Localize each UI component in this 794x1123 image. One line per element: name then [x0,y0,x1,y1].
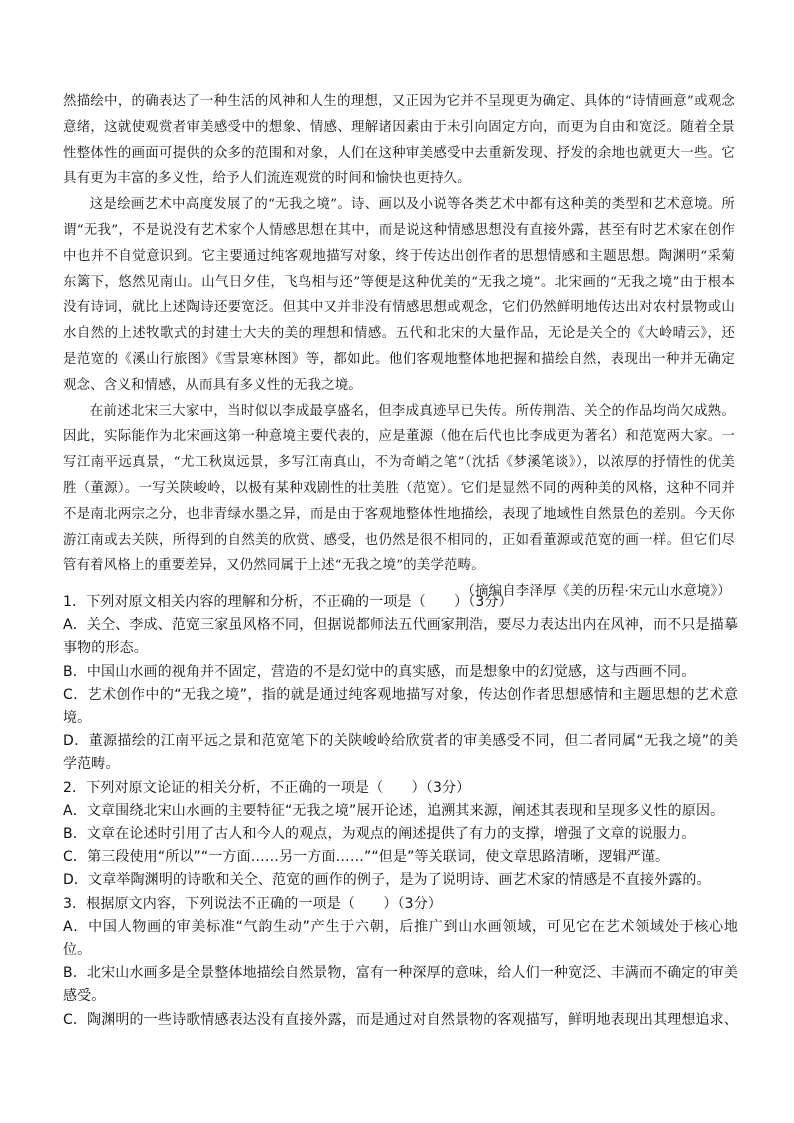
option-b: B．北宋山水画多是全景整体地描绘自然景物，富有一种深厚的意味，给人们一种宽泛、丰满而不确定的审美感受。 [63,965,738,1005]
question-1 [63,591,738,777]
passage-paragraph-1: 然描绘中，的确表达了一种生活的风神和人生的理想，又正因为它并不呈现更为确定、具体的“诗情画意”或观念意绪，这就使观赏者审美感受中的想象、情感、理解诸因素由于未引向固定方向，而更为自由和宽泛。随着全景性整体性的画面可提供的众多的范围和对象，人们在这种审美感受中去重新发现、抒发的余地也就更大一些。它具有更为丰富的多义性，给予人们流连观赏的时间和愉快也更持久。 [63,94,735,187]
question-stem: 1．下列对原文相关内容的理解和分析，不正确的一项是（ ）（3分） [63,594,513,610]
option-c: C．第三段使用“所以”“一方面……另一方面……”“但是”等关联词，使文章思路清晰，逻辑严谨。 [63,849,670,866]
questions-section [63,591,738,1032]
question-2 [63,777,738,893]
passage-paragraph-2: 这是绘画艺术中高度发展了的“无我之境”。诗、画以及小说等各类艺术中都有这种美的类型和艺术意境。所谓“无我”，不是说没有艺术家个人情感思想在其中，而是说这种情感思想没有直接外露，甚至有时艺术家在创作中也并不自觉意识到。它主要通过纯客观地描写对象，终于传达出创作者的思想情感和主题思想。陶渊明“采菊东篱下，悠然见南山。山气日夕佳，飞鸟相与还”等便是这种优美的“无我之境”。北宋画的“无我之境”由于根本没有诗词，就比上述陶诗还要宽泛。但其中又并非没有情感思想或观念，它们仍然鲜明地传达出对农村景物或山水自然的上述牧歌式的封建士大夫的美的理想和情感。五代和北宋的大量作品，无论是关仝的《大岭晴云》，还是范宽的《溪山行旅图》《雪景寒林图》等，都如此。他们客观地整体地把握和描绘自然，表现出一种并无确定观念、含义和情感，从而具有多义性的无我之境。 [63,197,735,393]
option-a: A．中国人物画的审美标准“气韵生动”产生于六朝，后推广到山水画领域，可见它在艺术领域处于核心地位。 [63,918,738,959]
option-c: C．艺术创作中的“无我之境”，指的就是通过纯客观地描写对象，传达创作者思想感情和主题思想的艺术意境。 [63,686,738,727]
question-stem: 3．根据原文内容，下列说法不正确的一项是（ ）（3分） [63,895,443,912]
option-d: D．董源描绘的江南平远之景和范宽笔下的关陕峻岭给欣赏者的审美感受不同，但二者同属“无我之境”的美学范畴。 [63,733,738,773]
option-d: D．文章举陶渊明的诗歌和关仝、范宽的画作的例子，是为了说明诗、画艺术家的情感是不直接外露的。 [63,872,711,889]
passage-source: （摘编自李泽厚《美的历程·宋元山水意境》） [461,584,731,600]
reading-passage [63,89,735,605]
option-a: A．文章围绕北宋山水画的主要特征“无我之境”展开论述，追溯其来源，阐述其表现和呈现多义性的原因。 [63,802,725,819]
option-c: C．陶渊明的一些诗歌情感表达没有直接外露，而是通过对自然景物的客观描写，鲜明地表现出其理想追求、 [63,1011,738,1028]
passage-paragraph-3: 在前述北宋三大家中，当时似以李成最享盛名，但李成真迹早已失传。所传荆浩、关仝的作品均尚欠成熟。因此，实际能作为北宋画这第一种意境主要代表的，应是董源（他在后代也比李成更为著名）和范宽两大家。一写江南平远真景，“尤工秋岚远景，多写江南真山，不为奇峭之笔”（沈括《梦溪笔谈》），以浓厚的抒情性的优美胜（董源）。一写关陕峻岭，以极有某种戏剧性的壮美胜（范宽）。它们是显然不同的两种美的风格，这种不同并不是南北两宗之分，也非青绿水墨之异，而是由于客观地整体性地描绘，表现了地域性自然景色的差别。今天你游江南或去关陕，所得到的自然美的欣赏、感受，也仍然是很不相同的，正如看董源或范宽的画一样。但它们尽管有着风格上的重要差异，又仍然同属于上述“无我之境”的美学范畴。 [63,403,735,574]
option-b: B．中国山水画的视角并不固定，营造的不是幻觉中的真实感，而是想象中的幻觉感，这与西画不同。 [63,663,696,680]
option-b: B．文章在论述时引用了古人和今人的观点，为观点的阐述提供了有力的支撑，增强了文章的说服力。 [63,826,696,843]
question-3 [63,893,738,1032]
option-a: A．关仝、李成、范宽三家虽风格不同，但据说都师法五代画家荆浩，要尽力表达出内在风神，而不只是描摹事物的形态。 [63,617,738,657]
question-stem: 2．下列对原文论证的相关分析，不正确的一项是（ ）（3分） [63,779,471,796]
